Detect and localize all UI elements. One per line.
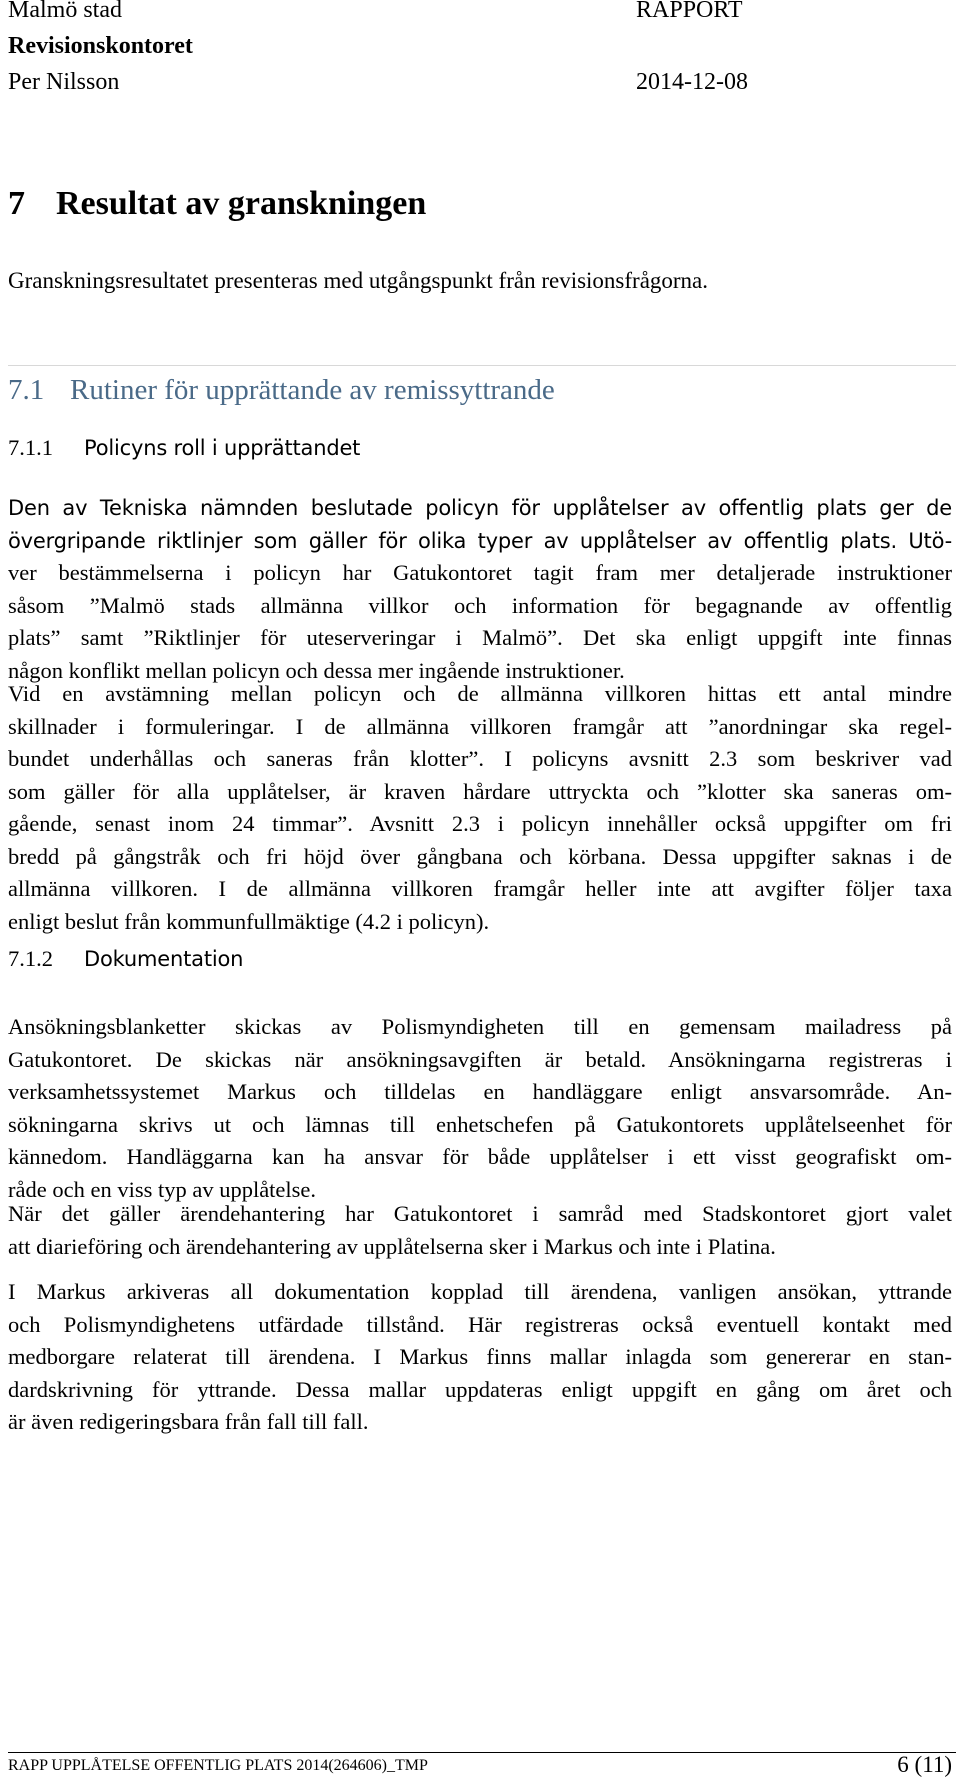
section-7-1-2-heading (8, 946, 243, 972)
header-org: Malmö stad (8, 0, 122, 23)
section-7-1-2-title: Dokumentation (84, 947, 244, 971)
text-line: Ansökningsblanketter skickas av Polismyndigheten till en gemensam mailadress på (8, 1014, 952, 1039)
header-right (636, 0, 748, 100)
section-7-1-1-paragraph-1 (8, 492, 952, 687)
text-line: och Polismyndighetens utfärdade tillstånd. Här registreras också eventuell kontakt med (8, 1311, 952, 1337)
text-line: skillnader i formuleringar. I de allmänna villkoren framgår att ”anordningar ska regel- (8, 713, 952, 739)
text-line: allmänna villkoren. I de allmänna villkoren framgår heller inte att avgifter följer taxa (8, 876, 952, 901)
text-line: gående, senast inom 24 timmar”. Avsnitt 2.3 i policyn innehåller också uppgifter om fri (8, 811, 952, 836)
section-7-intro: Granskningsresultatet presenteras med utgångspunkt från revisionsfrågorna. (8, 268, 709, 293)
text-line: dardskrivning för yttrande. Dessa mallar uppdateras enligt uppgift en gång om året och (8, 1376, 952, 1402)
text-line: plats” samt ”Riktlinjer för uteserveringar i Malmö”. Det ska enligt uppgift inte finnas (8, 625, 952, 650)
header-office: Revisionskontoret (8, 33, 193, 59)
section-7-1-2-paragraph-2 (8, 1198, 952, 1263)
text-line: såsom ”Malmö stads allmänna villkor och information för begagnande av offentlig (8, 592, 952, 618)
footer-page-number: 6 (11) (897, 1752, 952, 1777)
header-date: 2014-12-08 (636, 69, 748, 95)
text-line: bredd på gångstråk och fri höjd över gångbana och körbana. Dessa uppgifter saknas i de (8, 843, 952, 869)
section-7-1-1-paragraph-2 (8, 678, 952, 938)
section-7-1-2-paragraph-1 (8, 1011, 952, 1206)
text-line: är även redigeringsbara från fall till fall. (8, 1409, 369, 1434)
text-line: Gatukontoret. De skickas när ansökningsavgiften är betald. Ansökningarna registreras i (8, 1046, 952, 1072)
section-7-1-number: 7.1 (8, 374, 45, 406)
section-7-1-heading (8, 374, 555, 407)
text-line: enligt beslut från kommunfullmäktige (4.2 i policyn). (8, 908, 490, 934)
text-line: verksamhetssystemet Markus och tilldelas en handläggare enligt ansvarsområde. An- (8, 1079, 952, 1104)
text-line: bundet underhållas och saneras från klotter”. I policyns avsnitt 2.3 som beskriver vad (8, 746, 952, 771)
section-7-1-1-number: 7.1.1 (8, 435, 53, 460)
section-7-1-2-paragraph-3 (8, 1276, 952, 1439)
section-7-1-1-title: Policyns roll i upprättandet (84, 436, 361, 460)
text-line: någon konflikt mellan policyn och dessa mer ingående instruktioner. (8, 657, 625, 683)
text-line: råde och en viss typ av upplåtelse. (8, 1176, 317, 1202)
section-7-title: Resultat av granskningen (56, 185, 427, 222)
text-line: Vid en avstämning mellan policyn och de allmänna villkoren hittas ett antal mindre (8, 681, 952, 706)
text-line: som gäller för alla upplåtelser, är kraven hårdare uttryckta och ”klotter ska saneras om- (8, 778, 952, 804)
text-line: medborgare relaterat till ärendena. I Markus finns mallar inlagda som genererar en stan- (8, 1344, 952, 1369)
text-line: kännedom. Handläggarna kan ha ansvar för både upplåtelser i ett visst geografiskt om- (8, 1144, 952, 1169)
header-left (8, 0, 193, 100)
header-doc-type: RAPPORT (636, 0, 743, 23)
footer-doc-id: RAPP UPPLÅTELSE OFFENTLIG PLATS 2014(264606)_TMP (8, 1757, 428, 1774)
text-line: I Markus arkiveras all dokumentation kopplad till ärendena, vanligen ansökan, yttrande (8, 1279, 952, 1304)
section-divider (8, 365, 956, 366)
text-line: att diarieföring och ärendehantering av upplåtelserna sker i Markus och inte i Platina. (8, 1233, 776, 1259)
text-line: övergripande riktlinjer som gäller för olika typer av upplåtelser av offentlig plats. Utö- (8, 528, 952, 553)
text-line: sökningarna skrivs ut och lämnas till enhetschefen på Gatukontorets upplåtelseenhet för (8, 1111, 952, 1137)
section-7-1-2-number: 7.1.2 (8, 946, 53, 971)
text-line: ver bestämmelserna i policyn har Gatukontoret tagit fram mer detaljerade instruktioner (8, 560, 952, 585)
footer-divider (8, 1752, 956, 1753)
text-line: När det gäller ärendehantering har Gatukontoret i samråd med Stadskontoret gjort valet (8, 1201, 952, 1226)
header-author: Per Nilsson (8, 69, 120, 95)
section-7-1-title: Rutiner för upprättande av remissyttrande (70, 374, 555, 406)
text-line: Den av Tekniska nämnden beslutade policyn för upplåtelser av offentlig plats ger de (8, 496, 952, 520)
section-7-number: 7 (8, 185, 25, 222)
section-7-1-1-heading (8, 435, 360, 461)
section-7-heading (8, 185, 426, 223)
